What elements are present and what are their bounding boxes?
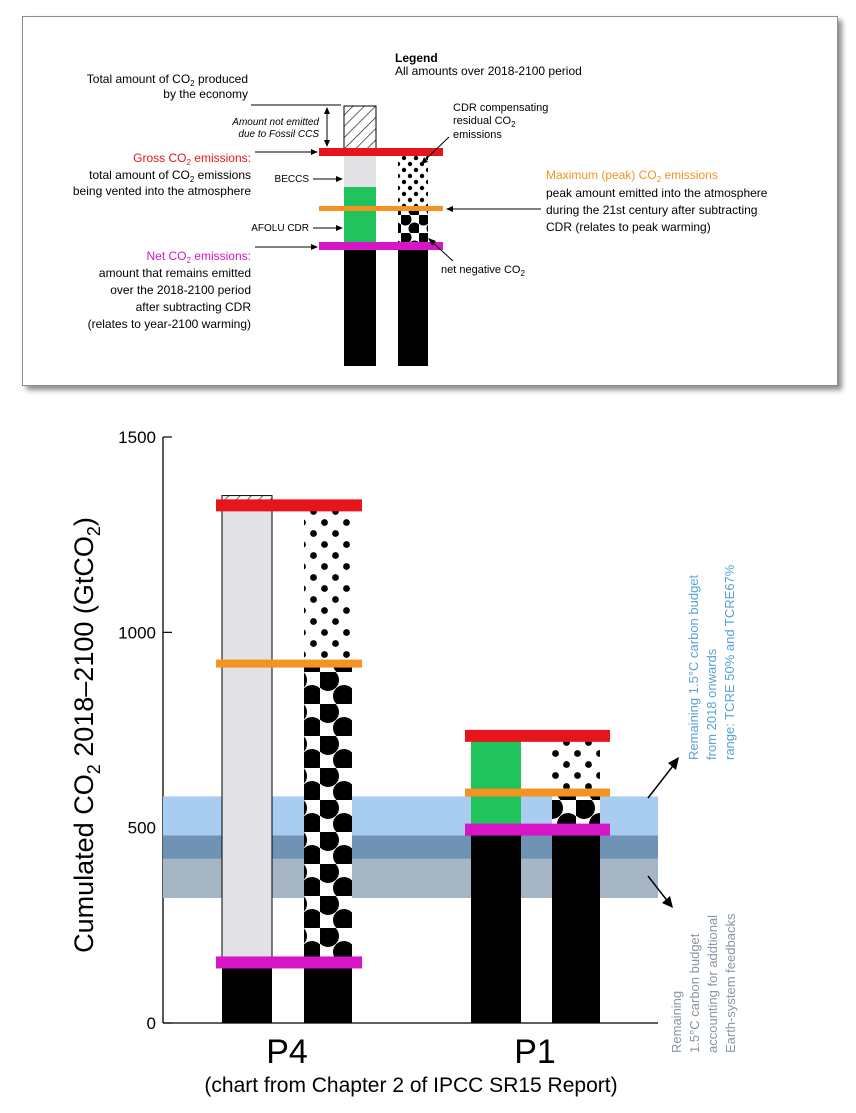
legend-not-emitted-line2: due to Fossil CCS [238, 129, 319, 140]
bar-p4-beccs [222, 505, 272, 962]
annotation-bottom-arrowhead [662, 896, 673, 908]
annotation-top-line2: from 2018 onwards [704, 648, 719, 760]
y-tick-label-1000: 1000 [118, 623, 156, 643]
legend-net-line5: (relates to year-2100 warming) [87, 317, 251, 331]
legend-gross-line2: total amount of $CO_2$ emissions [89, 168, 251, 184]
annotation-top [686, 564, 737, 760]
x-label-p4: P4 [266, 1033, 308, 1071]
line-p4-gross [216, 499, 362, 511]
x-axis-labels [266, 1033, 556, 1071]
annotation-top-arrow [648, 762, 676, 798]
legend-total-line2: by the economy [163, 87, 248, 101]
bar-p4-cdr-compensating [304, 505, 352, 663]
legend-gross-title: Gross $CO_2$ emissions: [133, 151, 251, 167]
annotation-bottom-line1: Remaining [669, 990, 684, 1053]
legend-peak-line3: during the 21st century after subtracting [546, 203, 758, 217]
legend-net-title: Net $CO_2$ emissions: [146, 249, 251, 265]
bar-p1-afolu [471, 736, 521, 830]
legend-peak-line2: peak amount emitted into the atmosphere [546, 186, 768, 200]
y-tick-label-1500: 1500 [118, 428, 156, 447]
legend-peak-title: Maximum (peak) $CO_2$ emissions [546, 168, 718, 184]
legend-net-line2: amount that remains emitted [98, 266, 251, 280]
legend-title: Legend [395, 51, 438, 65]
annotation-top-arrowhead [668, 757, 679, 770]
bar-p4-net-left [222, 962, 272, 1023]
legend-total-line1: Total amount of $CO_2$ produced [86, 72, 248, 88]
annotation-top-line1: Remaining 1.5°C carbon budget [686, 574, 701, 760]
y-axis-ticks [118, 428, 172, 1033]
legend-net-line4: after subtracting CDR [135, 300, 251, 314]
legend-cdr-comp-line3: emissions [453, 129, 502, 141]
annotation-bottom-line4: Earth-system feedbacks [723, 913, 738, 1053]
line-p4-net [216, 956, 362, 968]
emission-lines [216, 499, 610, 968]
legend-subtitle: All amounts over 2018-2100 period [395, 64, 582, 78]
line-p4-peak [216, 660, 362, 668]
legend-net-negative-label: net negative $CO_2$ [441, 264, 525, 278]
bar-p1-cdr-compensating [552, 736, 600, 793]
line-p1-net [465, 824, 610, 836]
legend-peak-line4: CDR (relates to peak warming) [546, 220, 711, 234]
bar-p1-net-right [552, 830, 600, 1023]
y-axis-label: Cumulated $CO_2$ 2018–2100 (GtCO$_2$) [69, 517, 104, 953]
legend-cdr-comp-line1: CDR compensating [453, 102, 549, 114]
annotation-top-line3: range: TCRE 50% and TCRE67% [722, 564, 737, 760]
legend-afolu-label: AFOLU CDR [251, 223, 309, 234]
legend-not-emitted-line1: Amount not emitted [232, 117, 319, 128]
y-tick-label-500: 500 [127, 818, 156, 838]
x-label-p1: P1 [514, 1033, 556, 1071]
annotation-bottom [669, 913, 738, 1053]
chart-caption: (chart from Chapter 2 of IPCC SR15 Report) [204, 1074, 618, 1097]
pathway-bars [222, 496, 600, 1023]
y-tick-label-0: 0 [146, 1014, 156, 1033]
bar-p4-net-negative [304, 664, 352, 963]
annotation-bottom-line2: 1.5°C carbon budget [687, 933, 702, 1053]
line-p1-peak [465, 789, 610, 797]
bar-p1-net-left [471, 830, 521, 1023]
legend-beccs-label: BECCS [274, 174, 309, 185]
annotation-bottom-line3: accounting for addtional [705, 914, 720, 1053]
legend-cdr-comp-line2: residual $CO_2$ [453, 115, 516, 129]
bar-p4-net-right [304, 962, 352, 1023]
line-p1-gross [465, 730, 610, 742]
legend-gross-line3: being vented into the atmosphere [72, 184, 251, 198]
legend-net-line3: over the 2018-2100 period [110, 283, 251, 297]
